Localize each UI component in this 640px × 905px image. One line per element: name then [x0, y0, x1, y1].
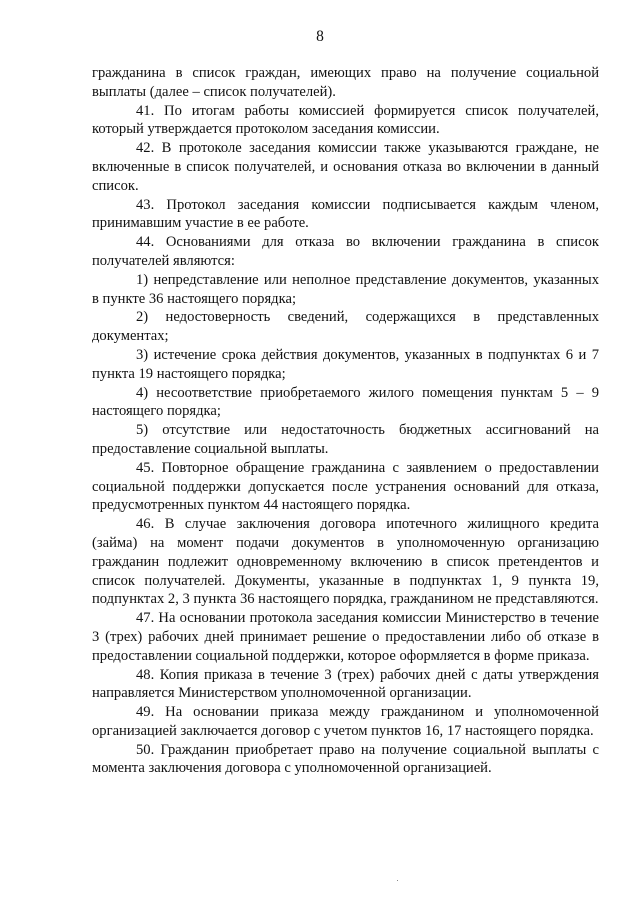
- paragraph-42: 42. В протоколе заседания комиссии также указываются граждане, не включенные в список получателей, и основания отказа во включении в данный список.: [92, 140, 599, 194]
- paragraph-44-item-2: 2) недостоверность сведений, содержащихся в представленных документах;: [92, 309, 599, 345]
- document-body: [92, 64, 599, 778]
- paragraph-48: 48. Копия приказа в течение 3 (трех) рабочих дней с даты утверждения направляется Министерством уполномоченной организации.: [92, 666, 599, 702]
- scan-speck: [397, 880, 398, 881]
- paragraph-44-item-4: 4) несоответствие приобретаемого жилого помещения пунктам 5 – 9 настоящего порядка;: [92, 384, 599, 420]
- paragraph-50: 50. Гражданин приобретает право на получение социальной выплаты с момента заключения договора с уполномоченной организацией.: [92, 741, 599, 777]
- paragraph-continuation: гражданина в список граждан, имеющих право на получение социальной выплаты (далее – список получателей).: [92, 65, 599, 100]
- paragraph-41: 41. По итогам работы комиссией формируется список получателей, который утверждается протоколом заседания комиссии.: [92, 102, 599, 138]
- paragraph-44-item-5: 5) отсутствие или недостаточность бюджетных ассигнований на предоставление социальной выплаты.: [92, 422, 599, 457]
- paragraph-49: 49. На основании приказа между гражданином и уполномоченной организацией заключается договор с учетом пунктов 16, 17 настоящего порядка.: [92, 704, 599, 739]
- paragraph-45: 45. Повторное обращение гражданина с заявлением о предоставлении социальной поддержки допускается после устранения оснований для отказа, предусмотренных пунктом 44 настоящего порядка.: [92, 459, 599, 514]
- paragraph-44: 44. Основаниями для отказа во включении гражданина в список получателей являются:: [92, 234, 599, 269]
- page-number: 8: [316, 28, 324, 45]
- paragraph-43: 43. Протокол заседания комиссии подписывается каждым членом, принимавшим участие в ее работе.: [92, 196, 599, 232]
- paragraph-46: 46. В случае заключения договора ипотечного жилищного кредита (займа) на момент подачи документов в уполномоченную организацию гражданин подлежит одновременному включению в список претендентов и список получателей. Документы, указанные в подпунктах 1, 9 пункта 19, подпунктах 2, 3 пункта 36 настоящего порядка, гражданином не представляются.: [92, 516, 599, 608]
- paragraph-47: 47. На основании протокола заседания комиссии Министерство в течение 3 (трех) рабочих дней принимает решение о предоставлении либо об отказе в предоставлении социальной поддержки, которое оформляется в форме приказа.: [92, 610, 599, 664]
- paragraph-44-item-1: 1) непредставление или неполное представление документов, указанных в пункте 36 настоящего порядка;: [92, 271, 599, 307]
- paragraph-44-item-3: 3) истечение срока действия документов, указанных в подпунктах 6 и 7 пункта 19 настоящего порядка;: [92, 346, 599, 382]
